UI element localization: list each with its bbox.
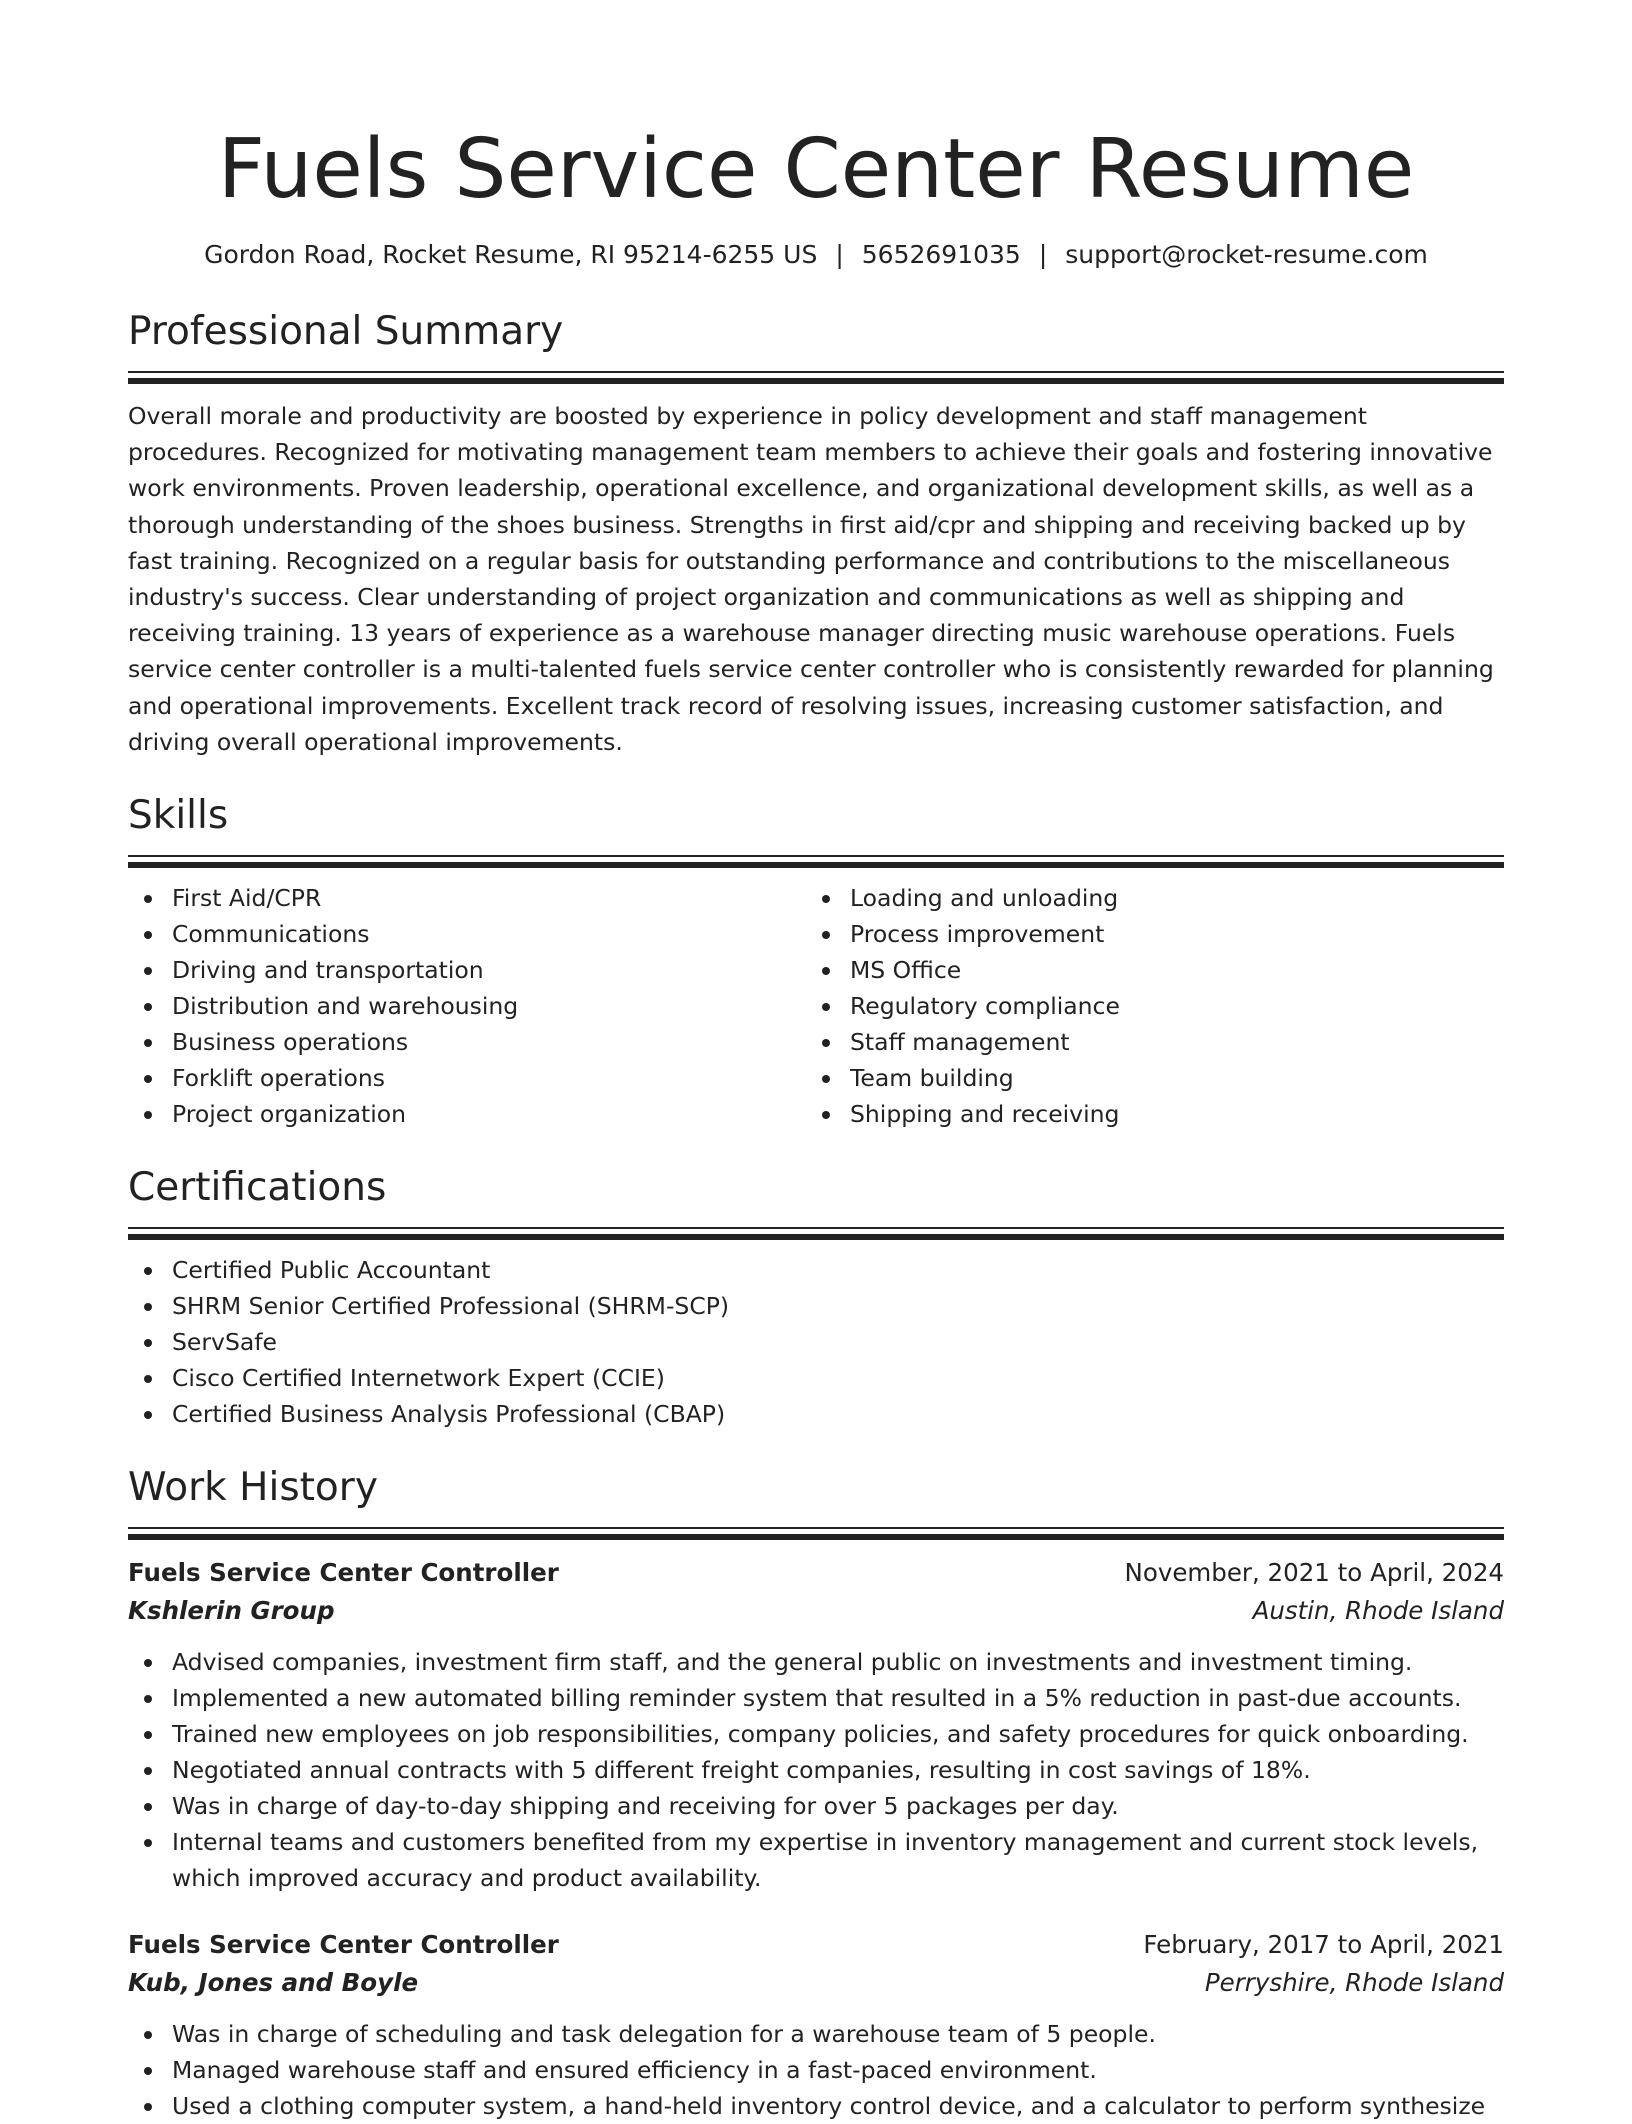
skill-item: Distribution and warehousing (172, 988, 806, 1024)
certification-item: Certified Public Accountant (172, 1252, 1504, 1288)
job-bullet: Negotiated annual contracts with 5 different freight companies, resulting in cost savings of 18%. (172, 1752, 1504, 1788)
section-divider (128, 1227, 1504, 1240)
job-title: Fuels Service Center Controller (128, 1558, 559, 1588)
work-history-heading: Work History (128, 1465, 378, 1511)
skill-item: Regulatory compliance (850, 988, 1484, 1024)
certification-item: ServSafe (172, 1324, 1504, 1360)
skills-grid (128, 880, 1504, 1132)
resume-page (128, 0, 1504, 2124)
skill-item: Business operations (172, 1024, 806, 1060)
certifications-list (128, 1252, 1504, 1432)
skill-item: Forklift operations (172, 1060, 806, 1096)
job-bullet: Trained new employees on job responsibilities, company policies, and safety procedures for quick onboarding. (172, 1716, 1504, 1752)
job-company: Kshlerin Group (128, 1596, 335, 1626)
certifications-heading: Certifications (128, 1165, 387, 1211)
job-title: Fuels Service Center Controller (128, 1930, 559, 1960)
job-bullets (128, 2016, 1504, 2124)
job-bullet: Implemented a new automated billing reminder system that resulted in a 5% reduction in past-due accounts. (172, 1680, 1504, 1716)
certifications-section (128, 1164, 1504, 1432)
job-entry (128, 1926, 1504, 2124)
job-header-row (128, 1554, 1504, 1592)
summary-text: Overall morale and productivity are boosted by experience in policy development and staff management procedures. Recognized for motivating management team members to achieve their goals and fostering innovative work environments. Proven leadership, operational excellence, and organizational development skills, as well as a thorough understanding of the shoes business. Strengths in first aid/cpr and shipping and receiving backed up by fast training. Recognized on a regular basis for outstanding performance and contributions to the miscellaneous industry's success. Clear understanding of project organization and communications as well as shipping and receiving training. 13 years of experience as a warehouse manager directing music warehouse operations. Fuels service center controller is a multi-talented fuels service center controller who is consistently rewarded for planning and operational improvements. Excellent track record of resolving issues, increasing customer satisfaction, and driving overall operational improvements. (128, 402, 1494, 756)
skill-item: Shipping and receiving (850, 1096, 1484, 1132)
job-bullets (128, 1644, 1504, 1896)
skills-list-right (806, 880, 1484, 1132)
skill-item: Loading and unloading (850, 880, 1484, 916)
skills-right-column (806, 880, 1484, 1132)
contact-email[interactable]: support@rocket-resume.com (1065, 240, 1428, 269)
contact-separator: | (1038, 240, 1048, 269)
job-bullet: Used a clothing computer system, a hand-held inventory control device, and a calculator to perform synthesize (172, 2088, 1504, 2124)
resume-title: Fuels Service Center Resume (217, 122, 1415, 217)
skill-item: MS Office (850, 952, 1484, 988)
job-company-row (128, 1964, 1504, 2002)
job-location: Perryshire, Rhode Island (1204, 1968, 1504, 1998)
contact-separator: | (835, 240, 844, 269)
job-bullet: Was in charge of day-to-day shipping and receiving for over 5 packages per day. (172, 1788, 1504, 1824)
job-company: Kub, Jones and Boyle (128, 1968, 419, 1998)
certification-item: Certified Business Analysis Professional (CBAP) (172, 1396, 1504, 1432)
skill-item: Process improvement (850, 916, 1484, 952)
summary-heading: Professional Summary (128, 309, 564, 354)
work-history-section (128, 1464, 1504, 2124)
skill-item: Driving and transportation (172, 952, 806, 988)
summary-section (128, 308, 1504, 760)
contact-address: Gordon Road, Rocket Resume, RI 95214-6255 US (204, 240, 818, 269)
skill-item: Project organization (172, 1096, 806, 1132)
job-bullet: Was in charge of scheduling and task delegation for a warehouse team of 5 people. (172, 2016, 1504, 2052)
certification-item: SHRM Senior Certified Professional (SHRM-SCP) (172, 1288, 1504, 1324)
section-divider (128, 855, 1504, 868)
skills-list-left (128, 880, 806, 1132)
job-header-row (128, 1926, 1504, 1964)
contact-phone: 5652691035 (861, 240, 1021, 269)
job-bullet: Managed warehouse staff and ensured efficiency in a fast-paced environment. (172, 2052, 1504, 2088)
job-dates: November, 2021 to April, 2024 (1124, 1558, 1504, 1588)
skill-item: Team building (850, 1060, 1484, 1096)
skill-item: Communications (172, 916, 806, 952)
skills-section (128, 792, 1504, 1132)
section-divider (128, 1527, 1504, 1540)
contact-line (128, 238, 1504, 272)
job-bullet: Advised companies, investment firm staff, and the general public on investments and investment timing. (172, 1644, 1504, 1680)
skills-heading: Skills (128, 793, 229, 839)
skill-item: Staff management (850, 1024, 1484, 1060)
job-bullet: Internal teams and customers benefited from my expertise in inventory management and current stock levels, which improved accuracy and product availability. (172, 1824, 1504, 1896)
job-dates: February, 2017 to April, 2021 (1143, 1930, 1504, 1960)
skills-left-column (128, 880, 806, 1132)
job-company-row (128, 1592, 1504, 1630)
certification-item: Cisco Certified Internetwork Expert (CCIE) (172, 1360, 1504, 1396)
job-entry (128, 1554, 1504, 1896)
section-divider (128, 371, 1504, 384)
job-location: Austin, Rhode Island (1252, 1596, 1504, 1626)
skill-item: First Aid/CPR (172, 880, 806, 916)
